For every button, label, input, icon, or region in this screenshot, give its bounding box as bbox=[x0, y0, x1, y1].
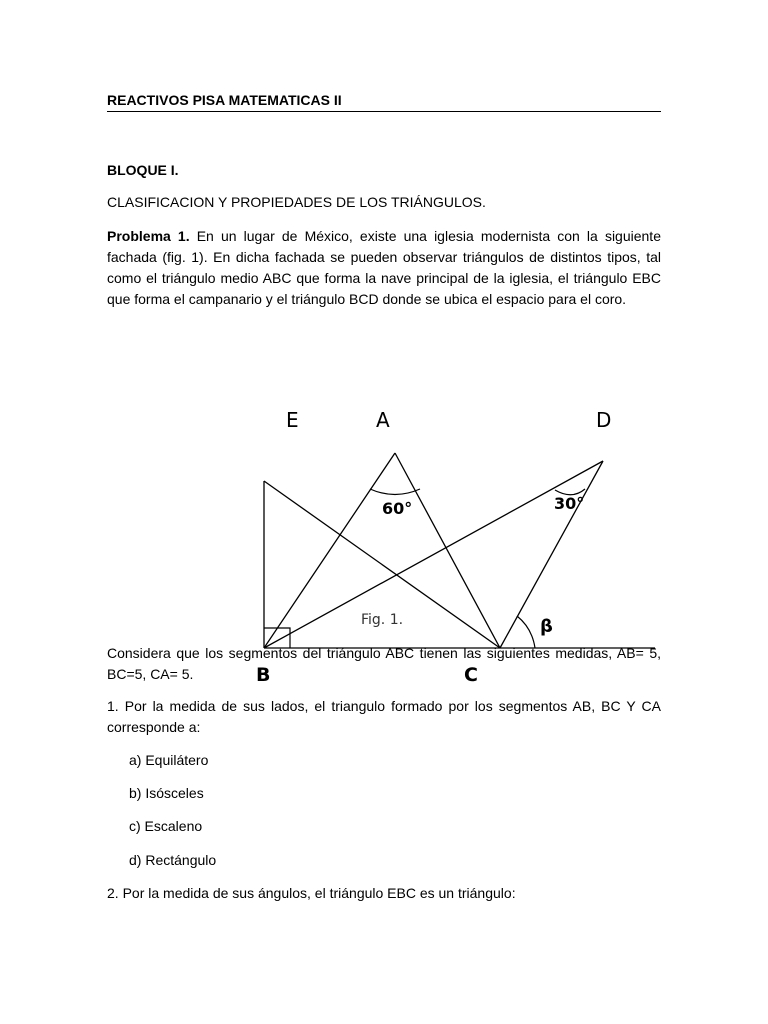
question-1: 1. Por la medida de sus lados, el triangulo formado por los segmentos AB, BC Y CA corresponde a: bbox=[107, 698, 661, 735]
label-c: C bbox=[464, 664, 478, 686]
option-a: a) Equilátero bbox=[129, 752, 209, 768]
option-b: b) Isósceles bbox=[129, 785, 204, 801]
problem-label: Problema 1. bbox=[107, 228, 190, 244]
section-heading: CLASIFICACION Y PROPIEDADES DE LOS TRIÁNGULOS. bbox=[107, 194, 486, 210]
option-d: d) Rectángulo bbox=[129, 852, 217, 868]
angle-label-beta: β bbox=[540, 616, 553, 637]
consider-paragraph: Considera que los segmentos del triángulo ABC tienen las siguientes medidas, AB= 5, BC=5, CA= 5. bbox=[107, 645, 661, 682]
label-b: B bbox=[256, 664, 271, 686]
angle-arc-a bbox=[370, 489, 420, 495]
angle-label-30: 30° bbox=[554, 494, 585, 513]
question-2: 2. Por la medida de sus ángulos, el triángulo EBC es un triángulo: bbox=[107, 885, 516, 901]
angle-label-60: 60° bbox=[382, 499, 413, 518]
segment-ac bbox=[395, 453, 500, 648]
document-title: REACTIVOS PISA MATEMATICAS II bbox=[107, 92, 661, 112]
label-e: E bbox=[286, 408, 299, 432]
label-d: D bbox=[596, 408, 612, 432]
label-a: A bbox=[376, 408, 390, 432]
problem-text: En un lugar de México, existe una iglesia modernista con la siguiente fachada (fig. 1). En dicha fachada se pueden observar triángulos de distintos tipos, tal como el triángulo medio ABC que forma la nave principal de la iglesia, el triángulo EBC que forma el campanario y el triángulo BCD donde se ubica el espacio para el coro. bbox=[107, 228, 661, 307]
block-heading: BLOQUE I. bbox=[107, 162, 179, 178]
option-c: c) Escaleno bbox=[129, 818, 203, 834]
figure-caption: Fig. 1. bbox=[361, 612, 404, 628]
